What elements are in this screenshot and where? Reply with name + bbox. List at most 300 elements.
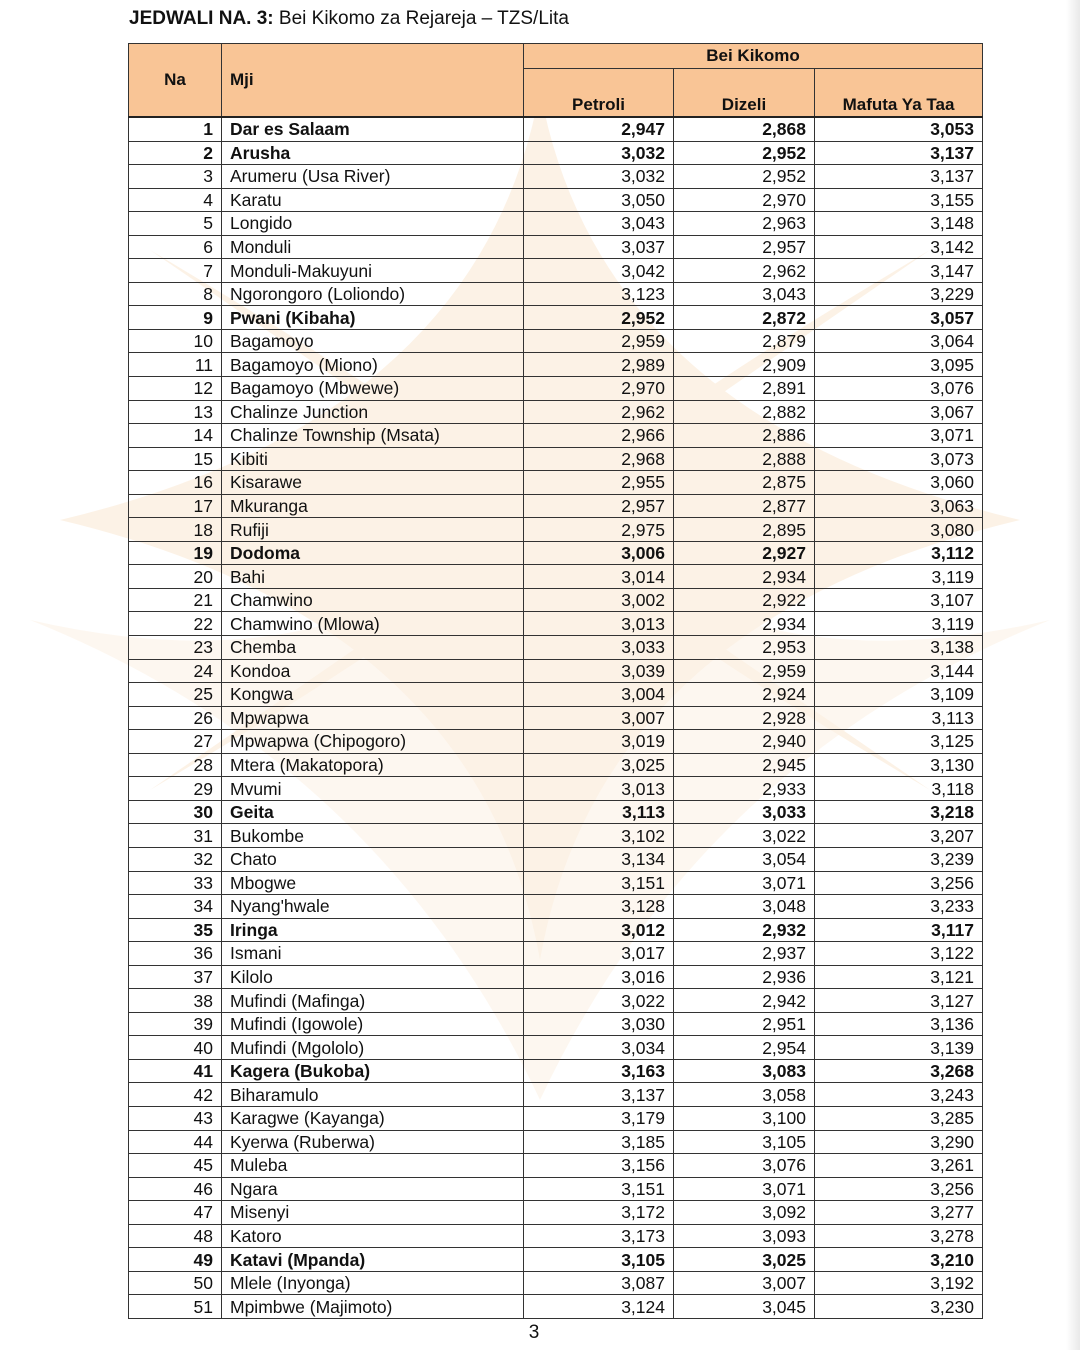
row-number: 3 <box>129 165 222 189</box>
caption-label: JEDWALI NA. 3: <box>129 8 274 29</box>
dizeli-price: 3,048 <box>674 895 815 919</box>
city-name: Kyerwa (Ruberwa) <box>222 1130 524 1154</box>
dizeli-price: 2,877 <box>674 494 815 518</box>
table-row <box>129 683 983 707</box>
dizeli-price: 2,951 <box>674 1012 815 1036</box>
petroli-price: 3,012 <box>524 918 674 942</box>
header-dizeli: Dizeli <box>674 69 815 118</box>
table-row <box>129 188 983 212</box>
mafuta-ya-taa-price: 3,125 <box>815 730 983 754</box>
dizeli-price: 2,924 <box>674 683 815 707</box>
row-number: 18 <box>129 518 222 542</box>
table-row <box>129 918 983 942</box>
mafuta-ya-taa-price: 3,229 <box>815 282 983 306</box>
city-name: Kilolo <box>222 965 524 989</box>
petroli-price: 3,032 <box>524 141 674 165</box>
dizeli-price: 2,928 <box>674 706 815 730</box>
city-name: Kagera (Bukoba) <box>222 1059 524 1083</box>
petroli-price: 3,172 <box>524 1201 674 1225</box>
petroli-price: 3,016 <box>524 965 674 989</box>
mafuta-ya-taa-price: 3,121 <box>815 965 983 989</box>
city-name: Rufiji <box>222 518 524 542</box>
row-number: 42 <box>129 1083 222 1107</box>
mafuta-ya-taa-price: 3,137 <box>815 141 983 165</box>
mafuta-ya-taa-price: 3,122 <box>815 942 983 966</box>
city-name: Mpwapwa <box>222 706 524 730</box>
dizeli-price: 3,007 <box>674 1271 815 1295</box>
petroli-price: 3,087 <box>524 1271 674 1295</box>
petroli-price: 3,007 <box>524 706 674 730</box>
row-number: 7 <box>129 259 222 283</box>
table-row <box>129 1248 983 1272</box>
row-number: 17 <box>129 494 222 518</box>
city-name: Geita <box>222 800 524 824</box>
dizeli-price: 2,957 <box>674 235 815 259</box>
city-name: Kisarawe <box>222 471 524 495</box>
city-name: Kongwa <box>222 683 524 707</box>
city-name: Mlele (Inyonga) <box>222 1271 524 1295</box>
row-number: 31 <box>129 824 222 848</box>
petroli-price: 3,137 <box>524 1083 674 1107</box>
petroli-price: 2,975 <box>524 518 674 542</box>
row-number: 32 <box>129 847 222 871</box>
header-mafuta-ya-taa: Mafuta Ya Taa <box>815 69 983 118</box>
mafuta-ya-taa-price: 3,147 <box>815 259 983 283</box>
petroli-price: 2,957 <box>524 494 674 518</box>
table-row <box>129 353 983 377</box>
dizeli-price: 3,100 <box>674 1106 815 1130</box>
table-row <box>129 965 983 989</box>
dizeli-price: 2,875 <box>674 471 815 495</box>
dizeli-price: 3,043 <box>674 282 815 306</box>
table-row <box>129 777 983 801</box>
petroli-price: 3,019 <box>524 730 674 754</box>
row-number: 27 <box>129 730 222 754</box>
city-name: Karatu <box>222 188 524 212</box>
row-number: 50 <box>129 1271 222 1295</box>
row-number: 19 <box>129 541 222 565</box>
table-row <box>129 117 983 141</box>
row-number: 6 <box>129 235 222 259</box>
city-name: Chato <box>222 847 524 871</box>
petroli-price: 3,123 <box>524 282 674 306</box>
mafuta-ya-taa-price: 3,256 <box>815 1177 983 1201</box>
dizeli-price: 2,945 <box>674 753 815 777</box>
dizeli-price: 2,963 <box>674 212 815 236</box>
table-row <box>129 377 983 401</box>
mafuta-ya-taa-price: 3,137 <box>815 165 983 189</box>
petroli-price: 3,043 <box>524 212 674 236</box>
table-row <box>129 588 983 612</box>
row-number: 1 <box>129 117 222 141</box>
dizeli-price: 2,872 <box>674 306 815 330</box>
dizeli-price: 2,952 <box>674 141 815 165</box>
row-number: 28 <box>129 753 222 777</box>
mafuta-ya-taa-price: 3,233 <box>815 895 983 919</box>
row-number: 26 <box>129 706 222 730</box>
city-name: Kondoa <box>222 659 524 683</box>
row-number: 51 <box>129 1295 222 1319</box>
petroli-price: 3,173 <box>524 1224 674 1248</box>
mafuta-ya-taa-price: 3,192 <box>815 1271 983 1295</box>
city-name: Ngorongoro (Loliondo) <box>222 282 524 306</box>
table-row <box>129 212 983 236</box>
city-name: Mvumi <box>222 777 524 801</box>
row-number: 40 <box>129 1036 222 1060</box>
mafuta-ya-taa-price: 3,256 <box>815 871 983 895</box>
petroli-price: 3,156 <box>524 1154 674 1178</box>
header-petroli: Petroli <box>524 69 674 118</box>
petroli-price: 2,970 <box>524 377 674 401</box>
city-name: Katoro <box>222 1224 524 1248</box>
table-row <box>129 235 983 259</box>
mafuta-ya-taa-price: 3,130 <box>815 753 983 777</box>
dizeli-price: 2,970 <box>674 188 815 212</box>
dizeli-price: 2,882 <box>674 400 815 424</box>
petroli-price: 2,955 <box>524 471 674 495</box>
dizeli-price: 3,022 <box>674 824 815 848</box>
table-row <box>129 306 983 330</box>
petroli-price: 2,952 <box>524 306 674 330</box>
table-row <box>129 989 983 1013</box>
row-number: 33 <box>129 871 222 895</box>
page-edge-shadow <box>1066 0 1080 1350</box>
city-name: Chalinze Township (Msata) <box>222 424 524 448</box>
petroli-price: 3,034 <box>524 1036 674 1060</box>
dizeli-price: 2,940 <box>674 730 815 754</box>
header-na: Na <box>129 44 222 118</box>
table-row <box>129 471 983 495</box>
row-number: 15 <box>129 447 222 471</box>
mafuta-ya-taa-price: 3,278 <box>815 1224 983 1248</box>
city-name: Katavi (Mpanda) <box>222 1248 524 1272</box>
city-name: Bahi <box>222 565 524 589</box>
row-number: 36 <box>129 942 222 966</box>
city-name: Bagamoyo (Mbwewe) <box>222 377 524 401</box>
row-number: 48 <box>129 1224 222 1248</box>
row-number: 49 <box>129 1248 222 1272</box>
mafuta-ya-taa-price: 3,080 <box>815 518 983 542</box>
table-row <box>129 1130 983 1154</box>
page-number: 3 <box>528 1322 540 1343</box>
row-number: 9 <box>129 306 222 330</box>
row-number: 47 <box>129 1201 222 1225</box>
row-number: 5 <box>129 212 222 236</box>
dizeli-price: 2,888 <box>674 447 815 471</box>
petroli-price: 3,163 <box>524 1059 674 1083</box>
mafuta-ya-taa-price: 3,063 <box>815 494 983 518</box>
mafuta-ya-taa-price: 3,290 <box>815 1130 983 1154</box>
city-name: Mpwapwa (Chipogoro) <box>222 730 524 754</box>
dizeli-price: 2,962 <box>674 259 815 283</box>
city-name: Bagamoyo <box>222 329 524 353</box>
row-number: 22 <box>129 612 222 636</box>
petroli-price: 3,033 <box>524 636 674 660</box>
city-name: Kibiti <box>222 447 524 471</box>
city-name: Karagwe (Kayanga) <box>222 1106 524 1130</box>
dizeli-price: 2,868 <box>674 117 815 141</box>
table-row <box>129 847 983 871</box>
city-name: Bagamoyo (Miono) <box>222 353 524 377</box>
city-name: Mufindi (Mafinga) <box>222 989 524 1013</box>
dizeli-price: 3,054 <box>674 847 815 871</box>
row-number: 37 <box>129 965 222 989</box>
city-name: Mufindi (Mgololo) <box>222 1036 524 1060</box>
row-number: 43 <box>129 1106 222 1130</box>
dizeli-price: 2,909 <box>674 353 815 377</box>
mafuta-ya-taa-price: 3,109 <box>815 683 983 707</box>
mafuta-ya-taa-price: 3,076 <box>815 377 983 401</box>
table-row <box>129 800 983 824</box>
dizeli-price: 3,025 <box>674 1248 815 1272</box>
mafuta-ya-taa-price: 3,230 <box>815 1295 983 1319</box>
dizeli-price: 2,952 <box>674 165 815 189</box>
city-name: Mufindi (Igowole) <box>222 1012 524 1036</box>
row-number: 23 <box>129 636 222 660</box>
mafuta-ya-taa-price: 3,113 <box>815 706 983 730</box>
row-number: 2 <box>129 141 222 165</box>
mafuta-ya-taa-price: 3,268 <box>815 1059 983 1083</box>
petroli-price: 3,013 <box>524 612 674 636</box>
mafuta-ya-taa-price: 3,053 <box>815 117 983 141</box>
dizeli-price: 2,922 <box>674 588 815 612</box>
dizeli-price: 3,058 <box>674 1083 815 1107</box>
city-name: Nyang'hwale <box>222 895 524 919</box>
mafuta-ya-taa-price: 3,261 <box>815 1154 983 1178</box>
dizeli-price: 3,033 <box>674 800 815 824</box>
city-name: Ismani <box>222 942 524 966</box>
row-number: 30 <box>129 800 222 824</box>
mafuta-ya-taa-price: 3,073 <box>815 447 983 471</box>
table-row <box>129 1271 983 1295</box>
petroli-price: 3,128 <box>524 895 674 919</box>
mafuta-ya-taa-price: 3,218 <box>815 800 983 824</box>
price-table <box>128 43 983 1319</box>
city-name: Pwani (Kibaha) <box>222 306 524 330</box>
mafuta-ya-taa-price: 3,144 <box>815 659 983 683</box>
table-row <box>129 730 983 754</box>
petroli-price: 3,037 <box>524 235 674 259</box>
table-row <box>129 612 983 636</box>
row-number: 12 <box>129 377 222 401</box>
table-caption <box>129 6 569 32</box>
mafuta-ya-taa-price: 3,067 <box>815 400 983 424</box>
petroli-price: 3,105 <box>524 1248 674 1272</box>
dizeli-price: 3,105 <box>674 1130 815 1154</box>
table-row <box>129 447 983 471</box>
petroli-price: 2,966 <box>524 424 674 448</box>
dizeli-price: 2,959 <box>674 659 815 683</box>
table-row <box>129 1224 983 1248</box>
city-name: Ngara <box>222 1177 524 1201</box>
petroli-price: 3,004 <box>524 683 674 707</box>
row-number: 44 <box>129 1130 222 1154</box>
mafuta-ya-taa-price: 3,118 <box>815 777 983 801</box>
row-number: 16 <box>129 471 222 495</box>
petroli-price: 3,151 <box>524 871 674 895</box>
mafuta-ya-taa-price: 3,285 <box>815 1106 983 1130</box>
table-row <box>129 659 983 683</box>
petroli-price: 3,151 <box>524 1177 674 1201</box>
petroli-price: 3,022 <box>524 989 674 1013</box>
row-number: 38 <box>129 989 222 1013</box>
petroli-price: 3,050 <box>524 188 674 212</box>
table-row <box>129 329 983 353</box>
table-row <box>129 942 983 966</box>
row-number: 13 <box>129 400 222 424</box>
mafuta-ya-taa-price: 3,119 <box>815 612 983 636</box>
table-row <box>129 541 983 565</box>
city-name: Bukombe <box>222 824 524 848</box>
petroli-price: 3,134 <box>524 847 674 871</box>
city-name: Mpimbwe (Majimoto) <box>222 1295 524 1319</box>
mafuta-ya-taa-price: 3,127 <box>815 989 983 1013</box>
row-number: 10 <box>129 329 222 353</box>
mafuta-ya-taa-price: 3,148 <box>815 212 983 236</box>
row-number: 20 <box>129 565 222 589</box>
petroli-price: 3,014 <box>524 565 674 589</box>
table-row <box>129 1295 983 1319</box>
mafuta-ya-taa-price: 3,057 <box>815 306 983 330</box>
header-mji: Mji <box>222 44 524 118</box>
dizeli-price: 3,093 <box>674 1224 815 1248</box>
table-row <box>129 1201 983 1225</box>
mafuta-ya-taa-price: 3,060 <box>815 471 983 495</box>
row-number: 35 <box>129 918 222 942</box>
city-name: Longido <box>222 212 524 236</box>
table-row <box>129 1059 983 1083</box>
dizeli-price: 2,934 <box>674 565 815 589</box>
mafuta-ya-taa-price: 3,239 <box>815 847 983 871</box>
city-name: Monduli-Makuyuni <box>222 259 524 283</box>
mafuta-ya-taa-price: 3,139 <box>815 1036 983 1060</box>
table-row <box>129 895 983 919</box>
petroli-price: 2,989 <box>524 353 674 377</box>
row-number: 34 <box>129 895 222 919</box>
petroli-price: 3,002 <box>524 588 674 612</box>
table-row <box>129 141 983 165</box>
dizeli-price: 2,932 <box>674 918 815 942</box>
table-row <box>129 424 983 448</box>
mafuta-ya-taa-price: 3,071 <box>815 424 983 448</box>
petroli-price: 3,042 <box>524 259 674 283</box>
dizeli-price: 3,045 <box>674 1295 815 1319</box>
city-name: Dar es Salaam <box>222 117 524 141</box>
mafuta-ya-taa-price: 3,136 <box>815 1012 983 1036</box>
petroli-price: 3,179 <box>524 1106 674 1130</box>
city-name: Arusha <box>222 141 524 165</box>
city-name: Chamwino (Mlowa) <box>222 612 524 636</box>
petroli-price: 3,032 <box>524 165 674 189</box>
dizeli-price: 3,071 <box>674 1177 815 1201</box>
mafuta-ya-taa-price: 3,210 <box>815 1248 983 1272</box>
row-number: 41 <box>129 1059 222 1083</box>
dizeli-price: 2,886 <box>674 424 815 448</box>
mafuta-ya-taa-price: 3,207 <box>815 824 983 848</box>
mafuta-ya-taa-price: 3,142 <box>815 235 983 259</box>
row-number: 46 <box>129 1177 222 1201</box>
petroli-price: 3,030 <box>524 1012 674 1036</box>
row-number: 39 <box>129 1012 222 1036</box>
dizeli-price: 2,937 <box>674 942 815 966</box>
city-name: Mtera (Makatopora) <box>222 753 524 777</box>
mafuta-ya-taa-price: 3,107 <box>815 588 983 612</box>
table-row <box>129 1012 983 1036</box>
dizeli-price: 3,092 <box>674 1201 815 1225</box>
table-row <box>129 1083 983 1107</box>
petroli-price: 3,113 <box>524 800 674 824</box>
table-body <box>129 117 983 1318</box>
row-number: 8 <box>129 282 222 306</box>
mafuta-ya-taa-price: 3,138 <box>815 636 983 660</box>
table-row <box>129 518 983 542</box>
header-bei-kikomo: Bei Kikomo <box>524 44 983 69</box>
table-row <box>129 259 983 283</box>
petroli-price: 3,039 <box>524 659 674 683</box>
petroli-price: 2,968 <box>524 447 674 471</box>
city-name: Arumeru (Usa River) <box>222 165 524 189</box>
city-name: Muleba <box>222 1154 524 1178</box>
table-row <box>129 636 983 660</box>
petroli-price: 3,102 <box>524 824 674 848</box>
city-name: Mkuranga <box>222 494 524 518</box>
mafuta-ya-taa-price: 3,243 <box>815 1083 983 1107</box>
mafuta-ya-taa-price: 3,064 <box>815 329 983 353</box>
dizeli-price: 2,933 <box>674 777 815 801</box>
dizeli-price: 3,076 <box>674 1154 815 1178</box>
caption-text: Bei Kikomo za Rejareja – TZS/Lita <box>278 8 569 29</box>
mafuta-ya-taa-price: 3,095 <box>815 353 983 377</box>
row-number: 21 <box>129 588 222 612</box>
dizeli-price: 2,953 <box>674 636 815 660</box>
dizeli-price: 3,071 <box>674 871 815 895</box>
dizeli-price: 2,927 <box>674 541 815 565</box>
table-row <box>129 1177 983 1201</box>
table-row <box>129 753 983 777</box>
table-row <box>129 565 983 589</box>
dizeli-price: 2,891 <box>674 377 815 401</box>
city-name: Misenyi <box>222 1201 524 1225</box>
petroli-price: 3,017 <box>524 942 674 966</box>
mafuta-ya-taa-price: 3,112 <box>815 541 983 565</box>
row-number: 25 <box>129 683 222 707</box>
mafuta-ya-taa-price: 3,277 <box>815 1201 983 1225</box>
row-number: 14 <box>129 424 222 448</box>
petroli-price: 3,025 <box>524 753 674 777</box>
dizeli-price: 2,895 <box>674 518 815 542</box>
city-name: Dodoma <box>222 541 524 565</box>
city-name: Monduli <box>222 235 524 259</box>
table-row <box>129 282 983 306</box>
petroli-price: 3,185 <box>524 1130 674 1154</box>
row-number: 45 <box>129 1154 222 1178</box>
table-row <box>129 871 983 895</box>
city-name: Chamwino <box>222 588 524 612</box>
city-name: Iringa <box>222 918 524 942</box>
mafuta-ya-taa-price: 3,155 <box>815 188 983 212</box>
dizeli-price: 2,934 <box>674 612 815 636</box>
row-number: 11 <box>129 353 222 377</box>
petroli-price: 2,959 <box>524 329 674 353</box>
mafuta-ya-taa-price: 3,117 <box>815 918 983 942</box>
table-row <box>129 1036 983 1060</box>
table-row <box>129 165 983 189</box>
table-row <box>129 824 983 848</box>
petroli-price: 3,124 <box>524 1295 674 1319</box>
dizeli-price: 2,879 <box>674 329 815 353</box>
table-row <box>129 1154 983 1178</box>
petroli-price: 3,013 <box>524 777 674 801</box>
